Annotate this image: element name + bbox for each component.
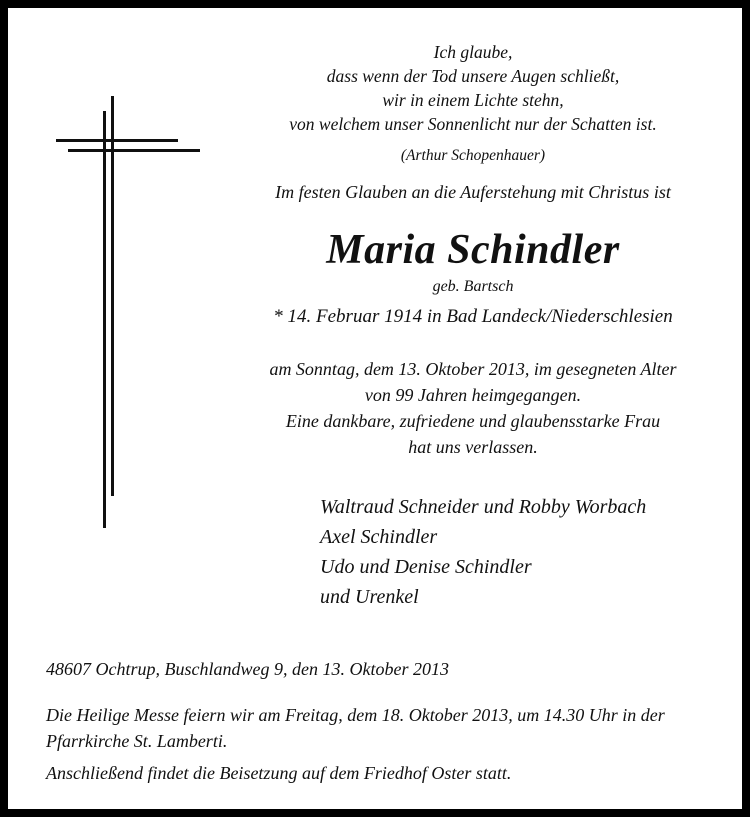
cross-vertical-primary	[103, 111, 106, 528]
deceased-tribute	[203, 408, 743, 460]
mass-line-2: Pfarrkirche St. Lamberti.	[46, 731, 228, 751]
burial-details: Anschließend findet die Beisetzung auf dem Friedhof Oster statt.	[46, 763, 512, 783]
list-item: Waltraud Schneider und Robby Worbach	[320, 496, 647, 518]
cross-horizontal-primary	[56, 139, 178, 142]
quote-line-3: wir in einem Lichte stehn,	[382, 90, 564, 110]
mass-line-1: Die Heilige Messe feiern wir am Freitag, dem 18. Oktober 2013, um 14.30 Uhr in der	[46, 705, 665, 725]
surviving-family-list	[320, 492, 740, 612]
christian-cross-icon	[40, 96, 200, 521]
epigraph-quote	[203, 40, 743, 168]
passing-line-1: am Sonntag, dem 13. Oktober 2013, im gesegneten Alter	[269, 359, 677, 379]
quote-attribution: (Arthur Schopenhauer)	[400, 147, 546, 164]
notice-page	[8, 8, 742, 809]
quote-line-1: Ich glaube,	[433, 42, 513, 62]
deceased-passing-details	[203, 356, 743, 408]
cross-horizontal-secondary	[68, 149, 200, 152]
funeral-mass-details	[46, 702, 726, 754]
deceased-maiden-name: geb. Bartsch	[432, 278, 514, 295]
deceased-name: Maria Schindler	[326, 227, 620, 273]
cross-vertical-secondary	[111, 96, 114, 496]
list-item: und Urenkel	[320, 586, 419, 608]
quote-line-4: von welchem unser Sonnenlicht nur der Schatten ist.	[289, 114, 657, 134]
quote-line-2: dass wenn der Tod unsere Augen schließt,	[326, 66, 620, 86]
deceased-birth-line: * 14. Februar 1914 in Bad Landeck/Niederschlesien	[273, 306, 673, 327]
intro-line: Im festen Glauben an die Auferstehung mit Christus ist	[275, 182, 671, 202]
address-and-date: 48607 Ochtrup, Buschlandweg 9, den 13. Oktober 2013	[46, 659, 449, 679]
tribute-line-1: Eine dankbare, zufriedene und glaubensstarke Frau	[285, 411, 661, 431]
list-item: Udo und Denise Schindler	[320, 556, 532, 578]
passing-line-2: von 99 Jahren heimgegangen.	[364, 385, 582, 405]
list-item: Axel Schindler	[320, 526, 438, 548]
tribute-line-2: hat uns verlassen.	[408, 437, 538, 457]
